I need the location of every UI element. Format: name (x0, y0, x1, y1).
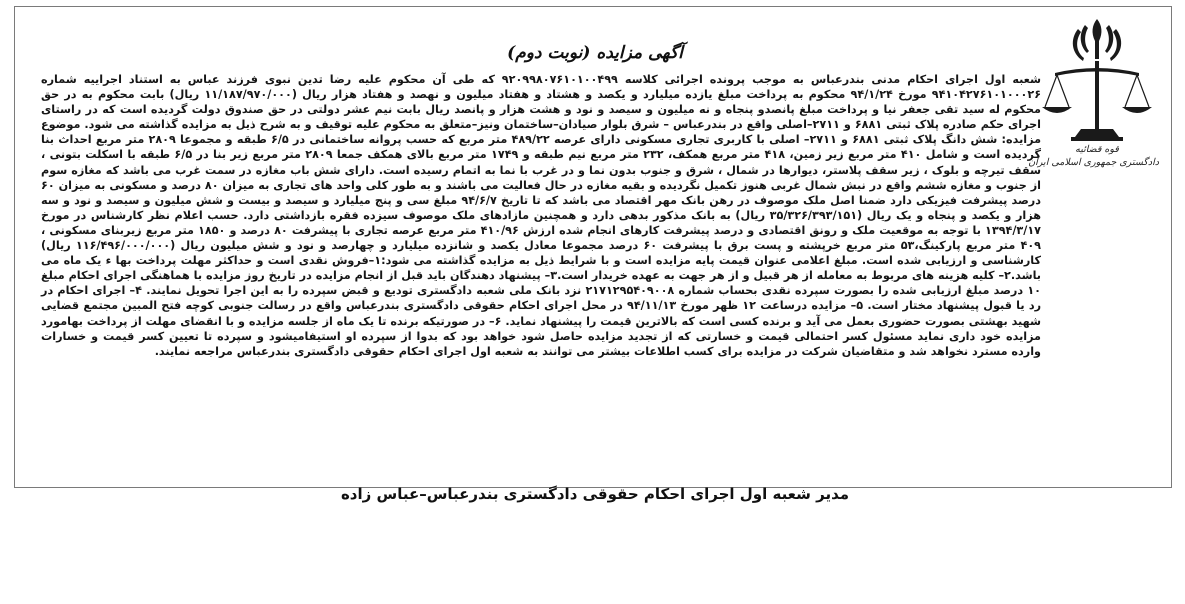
notice-title: آگهی مزایده (نوبت دوم) (507, 43, 683, 63)
emblem-caption-line1: قوه قضائیه (1075, 144, 1119, 155)
judiciary-scales-emblem-icon (1037, 15, 1157, 150)
emblem-caption-line2: دادگستری جمهوری اسلامی ایران (1028, 157, 1159, 168)
emblem-caption (1028, 143, 1159, 169)
notice-signature: مدیر شعبه اول اجرای احکام حقوقی دادگستری بندرعباس–عباس زاده (340, 485, 850, 503)
notice-body: شعبه اول اجرای احکام مدنی بندرعباس به موجب پرونده اجرائی کلاسه ۹۲۰۹۹۸۰۷۶۱۰۱۰۰۴۹۹ که طی آن محکوم علیه رضا تدین نبوی فرزند عباس به استناد اجراییه شماره ۹۴۱۰۴۲۷۶۱۰۱۰۰۰۲۶ مورخ ۹۴/۱/۲۴ محکوم به پرداخت مبلغ یازده میلیارد و یکصد و هشتاد و هفتاد میلیون و نهصد و هفتاد هزار ریال (۱۱/۱۸۷/۹۷۰/۰۰۰ ریال) بابت محکوم به در حق محکوم له سید تقی جعفر نیا و پرداخت مبلغ پانصدو پنجاه و نه میلیون و سیصد و نود و هشت هزار و پانصد ریال بابت نیم عشر دولتی در حق صندوق دولت گردیده است که در راستای اجرای حکم صادره پلاک ثبتی ۶۸۸۱ و ۲۷۱۱–اصلی واقع در بندرعباس – شرق بلوار صیادان–ساختمان ونیز–متعلق به محکوم علیه توقیف و به شرح ذیل به مزایده گذاشته می شود. موضوع مزایده: شش دانگ پلاک ثبتی ۶۸۸۱ و ۲۷۱۱– اصلی با کاربری تجاری مسکونی دارای عرصه ۴۸۹/۲۲ متر مربع که حسب پروانه ساختمانی در ۶/۵ طبقه و مجموعا ۲۸۰۹ متر مربع احداث بنا گردیده است و شامل ۴۱۰ متر مربع زیر زمین، ۴۱۸ متر مربع همکف، ۲۳۲ متر مربع نیم طبقه و ۱۷۴۹ متر مربع بالای همکف جمعا ۲۸۰۹ متر مربع زیر بنا در ۶/۵ طبقه با اسکلت بتونی ، سقف تیرچه و بلوک ، زیر سقف پلاستر، دیوارها در شمال ، شرق و جنوب بدون نما و در غرب با نما به اتمام رسیده است. دارای شش باب مغازه در سمت غرب می باشد که مغازه سوم از جنوب و مغازه ششم واقع در نبش شمال غربی هنوز تکمیل نگردیده و بقیه مغازه در حال فعالیت می باشند و به طور کلی واحد های تجاری به میزان ۸۰ درصد و مسکونی به میزان ۶۰ درصد پیشرفت فیزیکی دارد ضمنا اصل ملک موصوف در رهن بانک مهر اقتصاد می باشد که تا تاریخ ۹۴/۶/۷ مبلغ سی و پنج میلیارد و سیصد و بیست و شش میلیون و سیصد و نود و سه هزار و یکصد و پنجاه و یک ریال (۳۵/۳۲۶/۳۹۳/۱۵۱ ریال) به بانک مذکور بدهی دارد و همچنین مازادهای ملک موصوف سیزده فقره بازداشتی دارد. حسب اعلام نظر کارشناس در مورخ ۱۳۹۴/۳/۱۷ با توجه به موقعیت ملک و رونق اقتصادی و درصد پیشرفت کارهای انجام شده ارزش ۴۱۰/۹۶ متر مربع عرصه تجاری با پیشرفت ۸۰ درصد و ۱۸۵۰ متر مربع زیربنای مسکونی ، ۴۰۹ متر مربع پارکینگ،۵۳ متر مربع خرپشته و پست برق با پیشرفت ۶۰ درصد مجموعا معادل یکصد و شانزده میلیارد و چهارصد و نود و شش میلیون ریال (۱۱۶/۴۹۶/۰۰۰/۰۰۰ ریال) کارشناسی و ارزیابی شده است. مبلغ اعلامی عنوان قیمت پایه مزایده است و با شرایط ذیل به مزایده گذاشته می شود:۱–فروش نقدی است و حداکثر مهلت پرداخت بها ء یک ماه می باشد.۲– کلیه هزینه های مربوط به معامله از هر قبیل و از هر جهت به عهده خریدار است.۳– پیشنهاد دهندگان باید قبل از انجام مزایده در تاریخ روز مزایده با هماهنگی اجرای احکام مبلغ ۱۰ درصد مبلغ ارزیابی شده را بصورت سپرده نقدی بحساب شماره ۲۱۷۱۲۹۵۴۰۹۰۰۸ نزد بانک ملی شعبه دادگستری تودیع و قبض سپرده را به این اجرا تحویل نمایند. ۴– اجرای احکام در رد یا قبول پیشنهاد مختار است. ۵– مزایده درساعت ۱۲ ظهر مورخ ۹۴/۱۱/۱۳ در محل اجرای احکام حقوقی دادگستری بندرعباس واقع در رسالت جنوبی کوچه فتح المبین مجتمع قضایی شهید بهشتی بصورت حضوری بعمل می آید و برنده کسی است که بالاترین قیمت را پیشنهاد نماید. ۶– در صورتیکه برنده تا یک ماه از جلسه مزایده و با انقضای مهلت از پرداخت بهامورد مزایده خود داری نماید مسئول کسر احتمالی قیمت و خسارتی که از تجدید مزایده حاصل شود خواهد بود که بدوا از سپرده او استیفامیشود و سپرده تا تعیین کسر قیمت و خسارات وارده مسترد نخواهد شد و متقاضیان شرکت در مزایده برای کسب اطلاعات بیشتر می توانند به شعبه اول اجرای احکام حقوقی دادگستری بندرعباس مراجعه نمایند. (41, 73, 1042, 358)
auction-notice (14, 6, 1172, 503)
